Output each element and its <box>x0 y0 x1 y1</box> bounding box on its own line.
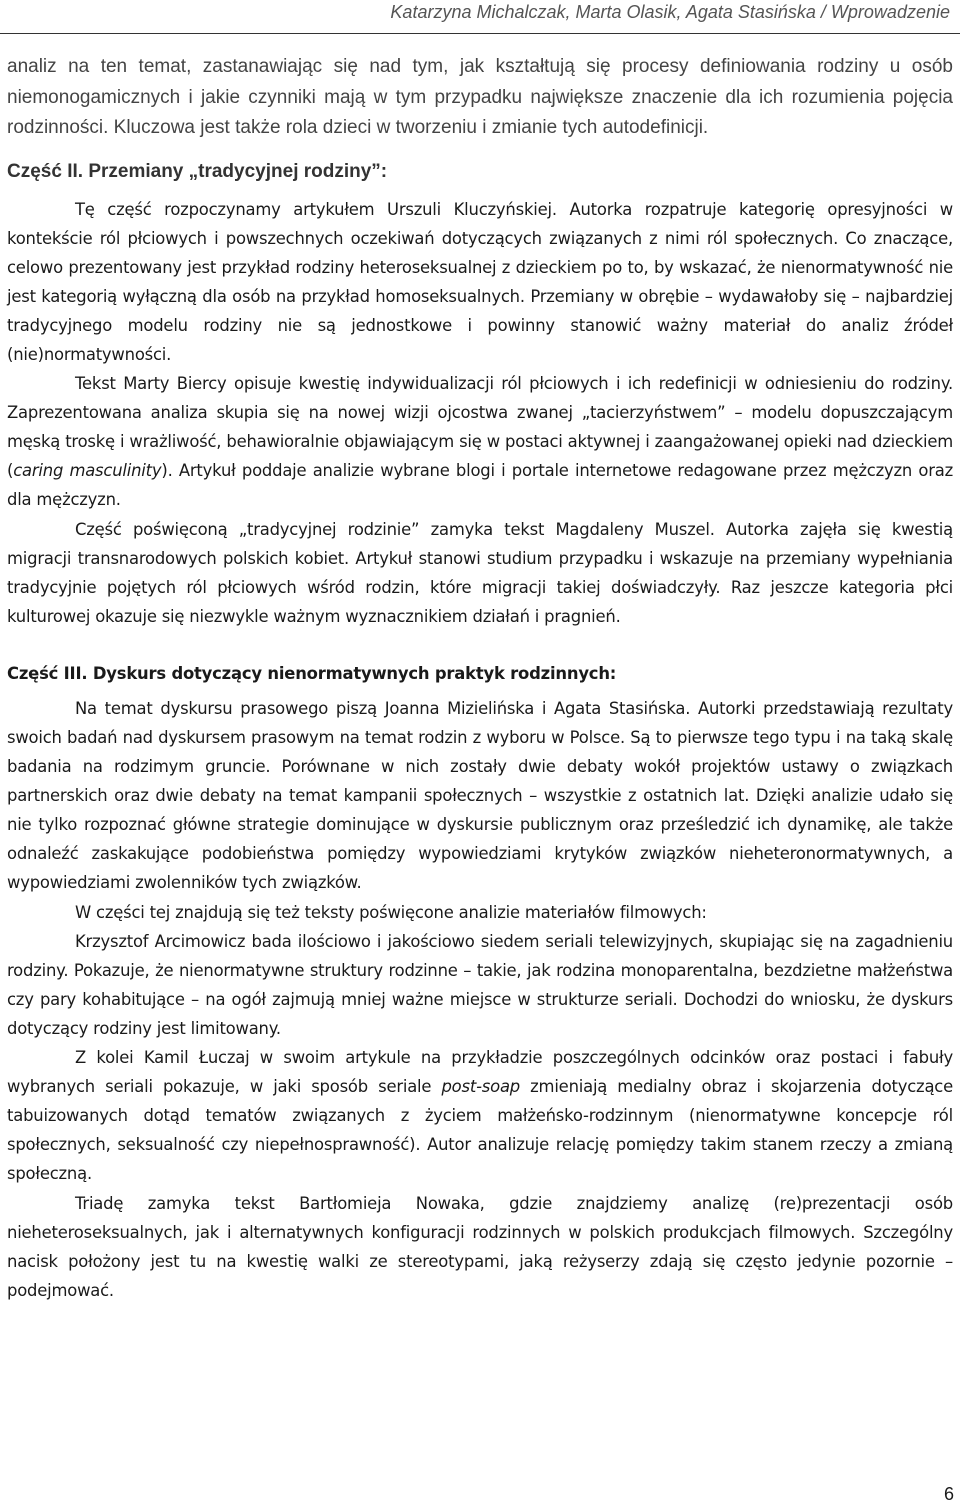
part-3-paragraph-3: Krzysztof Arcimowicz bada ilościowo i jakościowo siedem seriali telewizyjnych, skupiając się na zagadnieniu rodziny. Pokazuje, że nienormatywne struktury rodzinne – takie, jak rodzina monoparentalna, bezdzietne małżeństwa czy pary kohabitujące – na ogół zajmują mniej ważne miejsce w strukturze seriali. Dochodzi do wniosku, że dyskurs dotyczący rodziny jest limitowany. <box>7 931 953 1038</box>
part-2-paragraph-1: Tę część rozpoczynamy artykułem Urszuli Kluczyńskiej. Autorka rozpatruje kategorię opresyjności w kontekście ról płciowych i powszechnych oczekiwań dotyczących związanych z nimi ról społecznych. Co znaczące, celowo prezentowany jest przykład rodziny heteroseksualnej z dzieckiem po to, by wskazać, że nienormatywność nie jest kategorią wyłączną dla osób na przykład homoseksualnych. Przemiany w obrębie – wydawałoby się – najbardziej tradycyjnego modelu rodziny nie są jednostkowe i powinny stanowić ważny materiał do analiz źródeł (nie)normatywności. <box>7 199 953 364</box>
part-2-paragraph-3: Część poświęconą „tradycyjnej rodzinie” zamyka tekst Magdaleny Muszel. Autorka zajęła się kwestią migracji transnarodowych polskich kobiet. Artykuł stanowi studium przypadku i wskazuje na przemiany wypełniania tradycyjnie pojętych ról płciowych wśród rodzin, które migracji takiej doświadczyły. Raz jeszcze kategoria płci kulturowej okazuje się niezwykle ważnym wyznacznikiem działań i pragnień. <box>7 519 953 626</box>
running-header: Katarzyna Michalczak, Marta Olasik, Agata Stasińska / Wprowadzenie <box>390 2 950 22</box>
part-3-paragraph-4-text-a: Z kolei Kamil Łuczaj w swoim artykule na przykładzie poszczególnych odcinków oraz postaci i fabuły wybranych seriali pokazuje, w jaki sposób seriale <box>7 1048 953 1097</box>
part-3-paragraph-4 <box>7 1043 953 1188</box>
part-2-paragraph-2-text-b: ). Artykuł poddaje analizie wybrane blogi i portale internetowe redagowane przez mężczyzn oraz dla mężczyzn. <box>7 461 953 510</box>
page-content <box>7 52 953 1305</box>
part-2-paragraph-2-text-a: Tekst Marty Biercy opisuje kwestię indywidualizacji ról płciowych i ich redefinicji w odniesieniu do rodziny. Zaprezentowana analiza skupia się na nowej wizji ojcostwa zwanej „tacierzyństwem” – modelu dopuszczającym męską troskę i wrażliwość, behawioralnie objawiającym się w postaci aktywnej i zaangażowanej opieki nad dzieckiem ( <box>7 374 953 481</box>
part-3-paragraph-1: Na temat dyskursu prasowego piszą Joanna Mizielińska i Agata Stasińska. Autorki przedstawiają rezultaty swoich badań nad dyskursem prasowym na temat rodzin z wyboru w Polsce. Są to pierwsze tego typu i na taką skalę badania na rodzimym gruncie. Porównane w nich zostały dwie debaty wokół projektów ustawy o związkach partnerskich oraz dwie debaty na temat kampanii społecznych – wszystkie z ostatnich lat. Dzięki analizie udało się nie tylko rozpoznać główne strategie dominujące w dyskursie publicznym oraz prześledzić ich dynamikę, ale także odnaleźć zaskakujące podobieństwa pomiędzy wypowiedziami krytyków związków nieheteronormatywnych, a wypowiedziami zwolenników tych związków. <box>7 698 953 893</box>
part-3-paragraph-4-text-b: zmieniają medialny obraz i skojarzenia dotyczące tabuizowanych dotąd tematów związanych z życiem małżeńsko-rodzinnym (nienormatywne koncepcje ról społecznych, seksualność czy niepełnosprawność). Autor analizuje relację pomiędzy takim stanem rzeczy a zmianą społeczną. <box>7 1077 953 1184</box>
part-2-paragraph-2 <box>7 369 953 514</box>
part-3-paragraph-2: W części tej znajdują się też teksty poświęcone analizie materiałów filmowych: <box>75 902 707 922</box>
intro-paragraph: analiz na ten temat, zastanawiając się nad tym, jak kształtują się procesy definiowania rodziny u osób niemonogamicznych i jakie czynniki mają w tym przypadku największe znaczenie dla ich rozumienia pojęcia rodzinności. Kluczowa jest także rola dzieci w tworzeniu i zmianie tych autodefinicji. <box>7 56 953 138</box>
part-3-paragraph-4-italic: post-soap <box>441 1077 520 1097</box>
part-3-heading: Część III. Dyskurs dotyczący nienormatywnych praktyk rodzinnych: <box>7 663 617 683</box>
part-2-paragraph-2-italic: caring masculinity <box>13 461 162 481</box>
page-number: 6 <box>943 1484 954 1504</box>
part-3-paragraph-5: Triadę zamyka tekst Bartłomieja Nowaka, gdzie znajdziemy analizę (re)prezentacji osób nieheteroseksualnych, jak i alternatywnych konfiguracji rodzinnych w polskich produkcjach filmowych. Szczególny nacisk położony jest tu na kwestię walki ze stereotypami, jaką reżyserzy zdają się często jedynie pozornie – podejmować. <box>7 1193 953 1300</box>
header-divider <box>0 33 960 34</box>
part-2-heading: Część II. Przemiany „tradycyjnej rodziny”: <box>7 160 388 182</box>
